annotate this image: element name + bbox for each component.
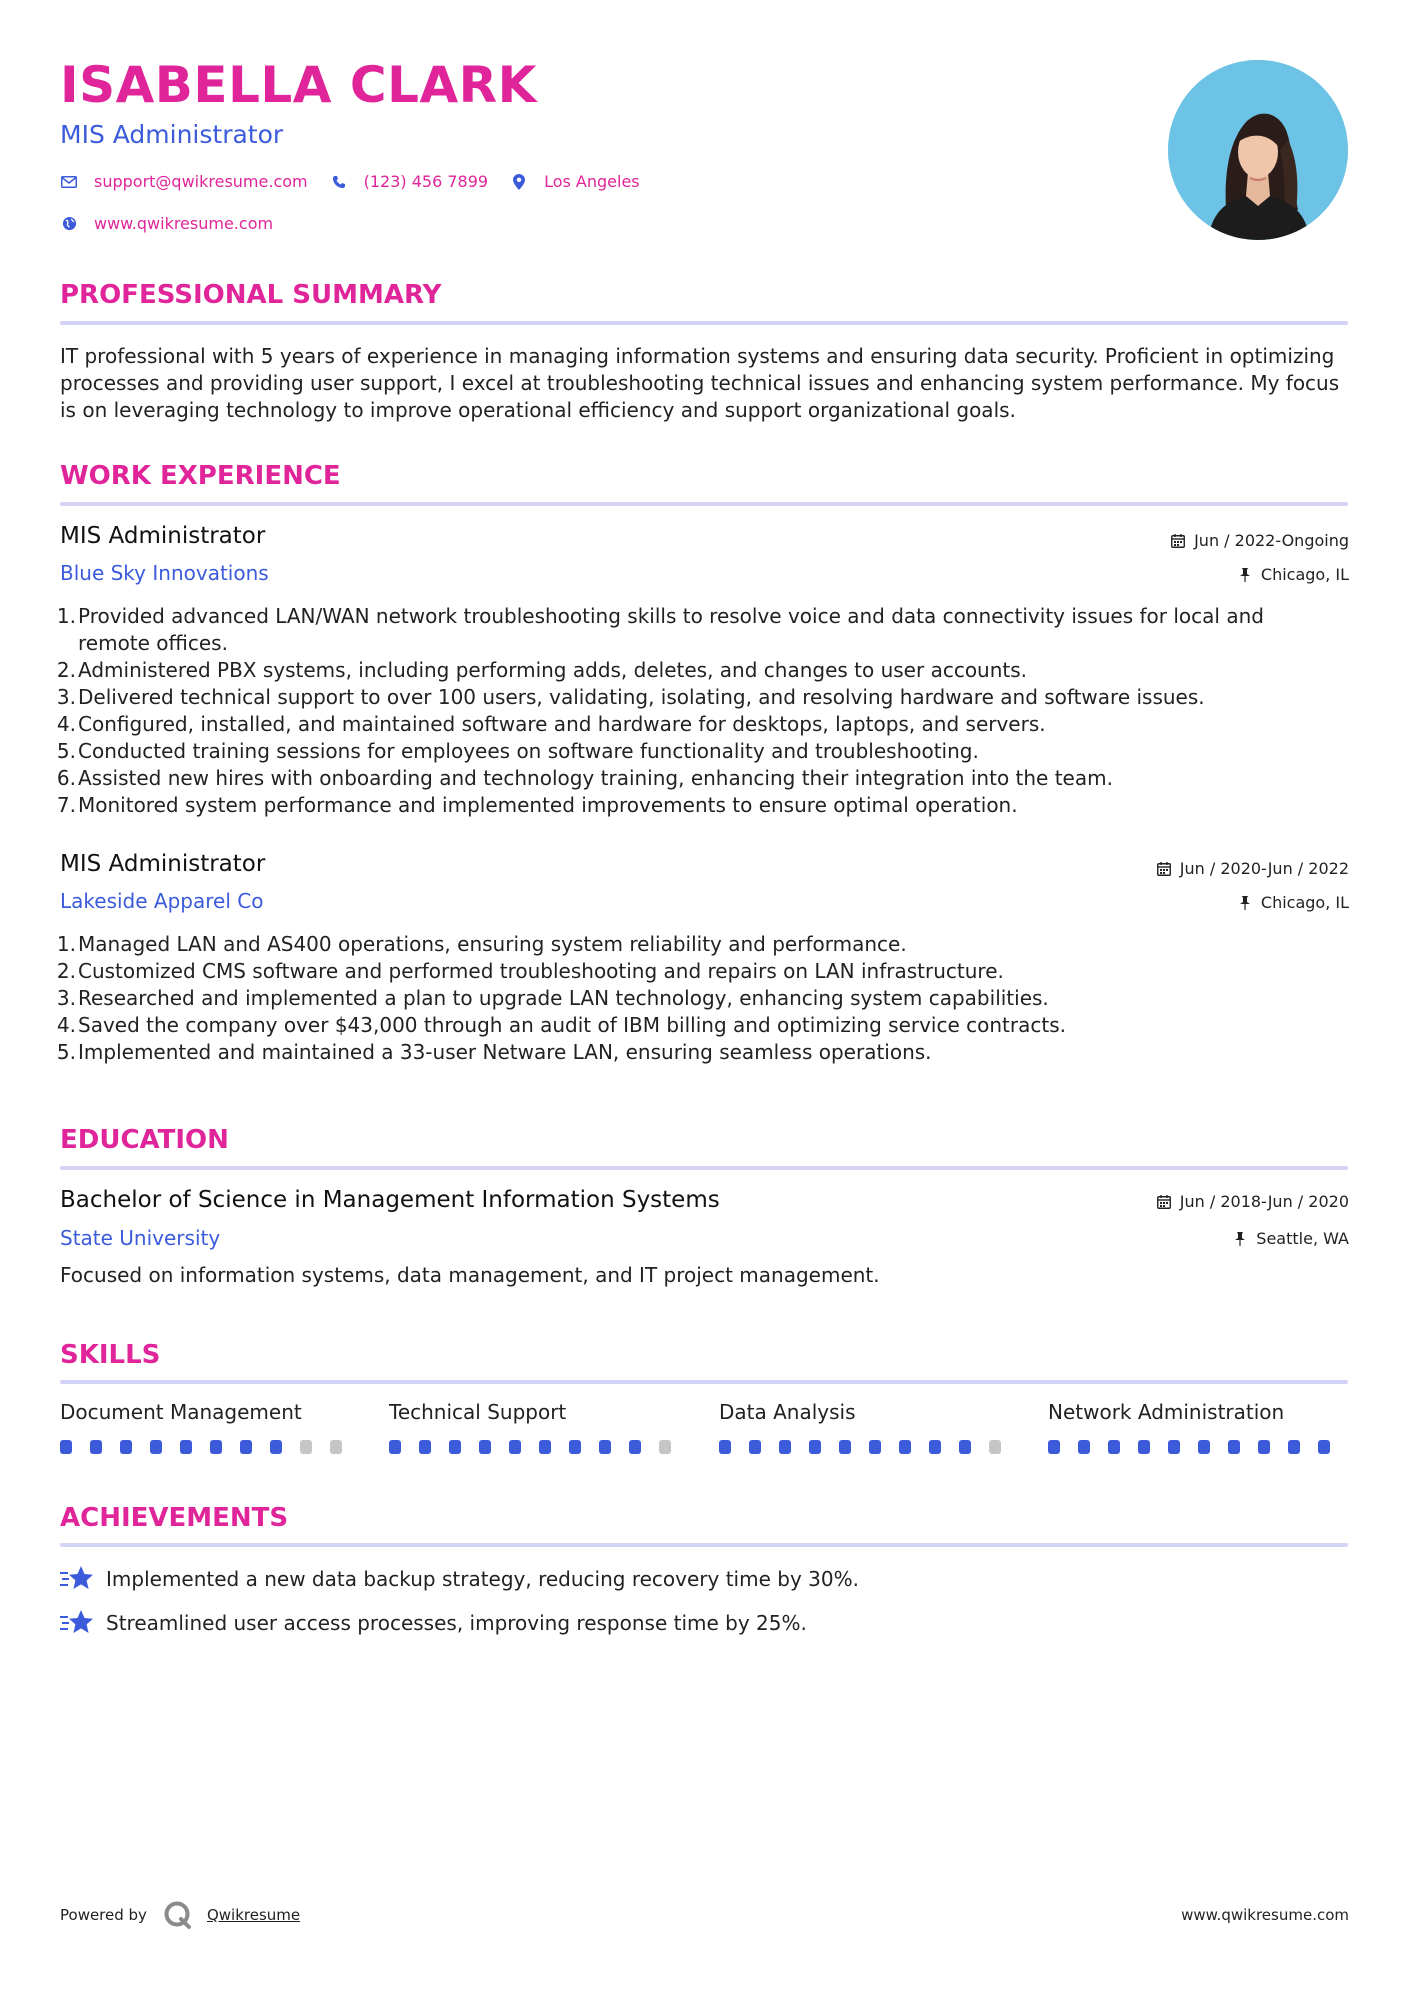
rating-dot-filled (719, 1440, 731, 1454)
list-item: 5. Implemented and maintained a 33-user Netware LAN, ensuring seamless operations. (56, 1040, 932, 1064)
pushpin-icon (1237, 567, 1253, 583)
list-item: 7. Monitored system performance and implemented improvements to ensure optimal operation. (56, 793, 1018, 817)
rating-dot-filled (150, 1440, 162, 1454)
list-item: 4. Saved the company over $43,000 through an audit of IBM billing and optimizing service contracts. (56, 1013, 1066, 1037)
job-bullets (56, 931, 1340, 1066)
summary-text: IT professional with 5 years of experience in managing information systems and ensuring data security. Proficient in optimizing processes and providing user support, I excel at troubleshooting technical issues and enhancing system performance. My focus is on leveraging technology to improve operational efficiency and support organizational goals. (60, 344, 1340, 422)
section-divider (60, 1543, 1348, 1547)
achievement-text: Streamlined user access processes, improving response time by 25%. (106, 1611, 807, 1635)
location-text: Los Angeles (544, 172, 640, 191)
skill-rating (389, 1440, 689, 1454)
job-dates-text: Jun / 2020-Jun / 2022 (1179, 859, 1349, 878)
candidate-role: MIS Administrator (60, 120, 284, 149)
profile-photo (1168, 60, 1348, 240)
rating-dot-filled (569, 1440, 581, 1454)
rating-dot-empty (989, 1440, 1001, 1454)
rating-dot-filled (449, 1440, 461, 1454)
rating-dot-filled (120, 1440, 132, 1454)
list-item: 2. Administered PBX systems, including performing adds, deletes, and changes to user accounts. (56, 658, 1028, 682)
rating-dot-filled (1138, 1440, 1150, 1454)
job-title: MIS Administrator (60, 523, 266, 549)
list-item: 6. Assisted new hires with onboarding and technology training, enhancing their integration into the team. (56, 766, 1113, 790)
calendar-icon (1170, 533, 1186, 549)
section-divider (60, 502, 1348, 506)
skill-rating (719, 1440, 1019, 1454)
experience-heading: WORK EXPERIENCE (60, 461, 341, 491)
list-item: 4. Configured, installed, and maintained software and hardware for desktops, laptops, and servers. (56, 712, 1046, 736)
rating-dot-filled (809, 1440, 821, 1454)
rating-dot-filled (599, 1440, 611, 1454)
rating-dot-filled (509, 1440, 521, 1454)
education-dates (1156, 1192, 1349, 1211)
rating-dot-filled (779, 1440, 791, 1454)
job-bullets (56, 603, 1340, 819)
education-dates-text: Jun / 2018-Jun / 2020 (1179, 1192, 1349, 1211)
list-item: 1. Provided advanced LAN/WAN network troubleshooting skills to resolve voice and data connectivity issues for local and remote offices. (56, 604, 1264, 655)
job-dates-text: Jun / 2022-Ongoing (1194, 531, 1349, 550)
contact-row (60, 214, 295, 233)
rating-dot-filled (210, 1440, 222, 1454)
job-location (1237, 565, 1349, 584)
qwikresume-logo-icon (163, 1900, 193, 1930)
rating-dot-filled (539, 1440, 551, 1454)
job-company: Lakeside Apparel Co (60, 889, 264, 913)
rating-dot-filled (389, 1440, 401, 1454)
skills-heading: SKILLS (60, 1340, 161, 1370)
section-divider (60, 1166, 1348, 1170)
contact-phone[interactable] (330, 172, 488, 191)
rating-dot-filled (629, 1440, 641, 1454)
achievement-item (60, 1564, 859, 1594)
rating-dot-filled (180, 1440, 192, 1454)
rating-dot-filled (1288, 1440, 1300, 1454)
contact-location (510, 172, 640, 191)
contact-row (60, 172, 662, 191)
list-item: 3. Researched and implemented a plan to upgrade LAN technology, enhancing system capabilities. (56, 986, 1049, 1010)
powered-by-text: Powered by (60, 1906, 147, 1924)
rating-dot-filled (60, 1440, 72, 1454)
achievement-item (60, 1608, 807, 1638)
rating-dot-filled (1258, 1440, 1270, 1454)
achievements-heading: ACHIEVEMENTS (60, 1503, 289, 1533)
rating-dot-filled (240, 1440, 252, 1454)
rating-dot-empty (300, 1440, 312, 1454)
rating-dot-filled (929, 1440, 941, 1454)
degree-title: Bachelor of Science in Management Information Systems (60, 1187, 720, 1213)
rating-dot-empty (330, 1440, 342, 1454)
achievement-text: Implemented a new data backup strategy, reducing recovery time by 30%. (106, 1567, 859, 1591)
skill-item (1048, 1400, 1348, 1454)
job-dates (1156, 859, 1349, 878)
rating-dot-filled (1198, 1440, 1210, 1454)
skill-item (389, 1400, 689, 1454)
job-company: Blue Sky Innovations (60, 561, 269, 585)
education-heading: EDUCATION (60, 1125, 229, 1155)
rating-dot-filled (839, 1440, 851, 1454)
map-pin-icon (510, 173, 528, 191)
rating-dot-filled (1108, 1440, 1120, 1454)
rating-dot-filled (1078, 1440, 1090, 1454)
phone-text: (123) 456 7899 (363, 172, 489, 191)
phone-icon (330, 173, 348, 191)
rating-dot-filled (270, 1440, 282, 1454)
candidate-name: ISABELLA CLARK (60, 56, 537, 114)
rating-dot-filled (869, 1440, 881, 1454)
skill-label: Data Analysis (719, 1400, 856, 1424)
education-location (1232, 1229, 1349, 1248)
list-item: 2. Customized CMS software and performed troubleshooting and repairs on LAN infrastructure. (56, 959, 1004, 983)
skill-label: Document Management (60, 1400, 302, 1424)
education-location-text: Seattle, WA (1256, 1229, 1349, 1248)
rating-dot-filled (90, 1440, 102, 1454)
job-location-text: Chicago, IL (1260, 893, 1349, 912)
rating-dot-filled (1228, 1440, 1240, 1454)
rating-dot-filled (1048, 1440, 1060, 1454)
job-location (1237, 893, 1349, 912)
skill-label: Technical Support (389, 1400, 567, 1424)
footer-url[interactable]: www.qwikresume.com (1181, 1906, 1349, 1924)
list-item: 1. Managed LAN and AS400 operations, ensuring system reliability and performance. (56, 932, 907, 956)
pushpin-icon (1232, 1231, 1248, 1247)
rating-dot-filled (749, 1440, 761, 1454)
school-name: State University (60, 1226, 221, 1250)
star-icon (60, 1608, 94, 1638)
website-text: www.qwikresume.com (94, 214, 274, 233)
footer-powered-by (60, 1900, 300, 1930)
qwikresume-link[interactable]: Qwikresume (206, 1906, 301, 1924)
skill-label: Network Administration (1048, 1400, 1285, 1424)
section-divider (60, 321, 1348, 325)
education-description: Focused on information systems, data management, and IT project management. (60, 1263, 880, 1287)
skill-item (719, 1400, 1019, 1454)
list-item: 3. Delivered technical support to over 100 users, validating, isolating, and resolving hardware and software issues. (56, 685, 1205, 709)
section-divider (60, 1380, 1348, 1384)
rating-dot-filled (1318, 1440, 1330, 1454)
rating-dot-filled (959, 1440, 971, 1454)
rating-dot-filled (479, 1440, 491, 1454)
star-icon (60, 1564, 94, 1594)
rating-dot-filled (1168, 1440, 1180, 1454)
job-location-text: Chicago, IL (1260, 565, 1349, 584)
skill-rating (1048, 1440, 1348, 1454)
job-title: MIS Administrator (60, 851, 266, 877)
summary-heading: PROFESSIONAL SUMMARY (60, 280, 442, 310)
job-dates (1170, 531, 1349, 550)
globe-icon (60, 215, 78, 233)
pushpin-icon (1237, 895, 1253, 911)
skill-item (60, 1400, 360, 1454)
calendar-icon (1156, 861, 1172, 877)
contact-email[interactable] (60, 172, 308, 191)
rating-dot-filled (419, 1440, 431, 1454)
contact-website[interactable] (60, 214, 273, 233)
list-item: 5. Conducted training sessions for employees on software functionality and troubleshooting. (56, 739, 979, 763)
skill-rating (60, 1440, 360, 1454)
rating-dot-filled (899, 1440, 911, 1454)
envelope-icon (60, 173, 78, 191)
email-text: support@qwikresume.com (94, 172, 308, 191)
calendar-icon (1156, 1194, 1172, 1210)
rating-dot-empty (659, 1440, 671, 1454)
